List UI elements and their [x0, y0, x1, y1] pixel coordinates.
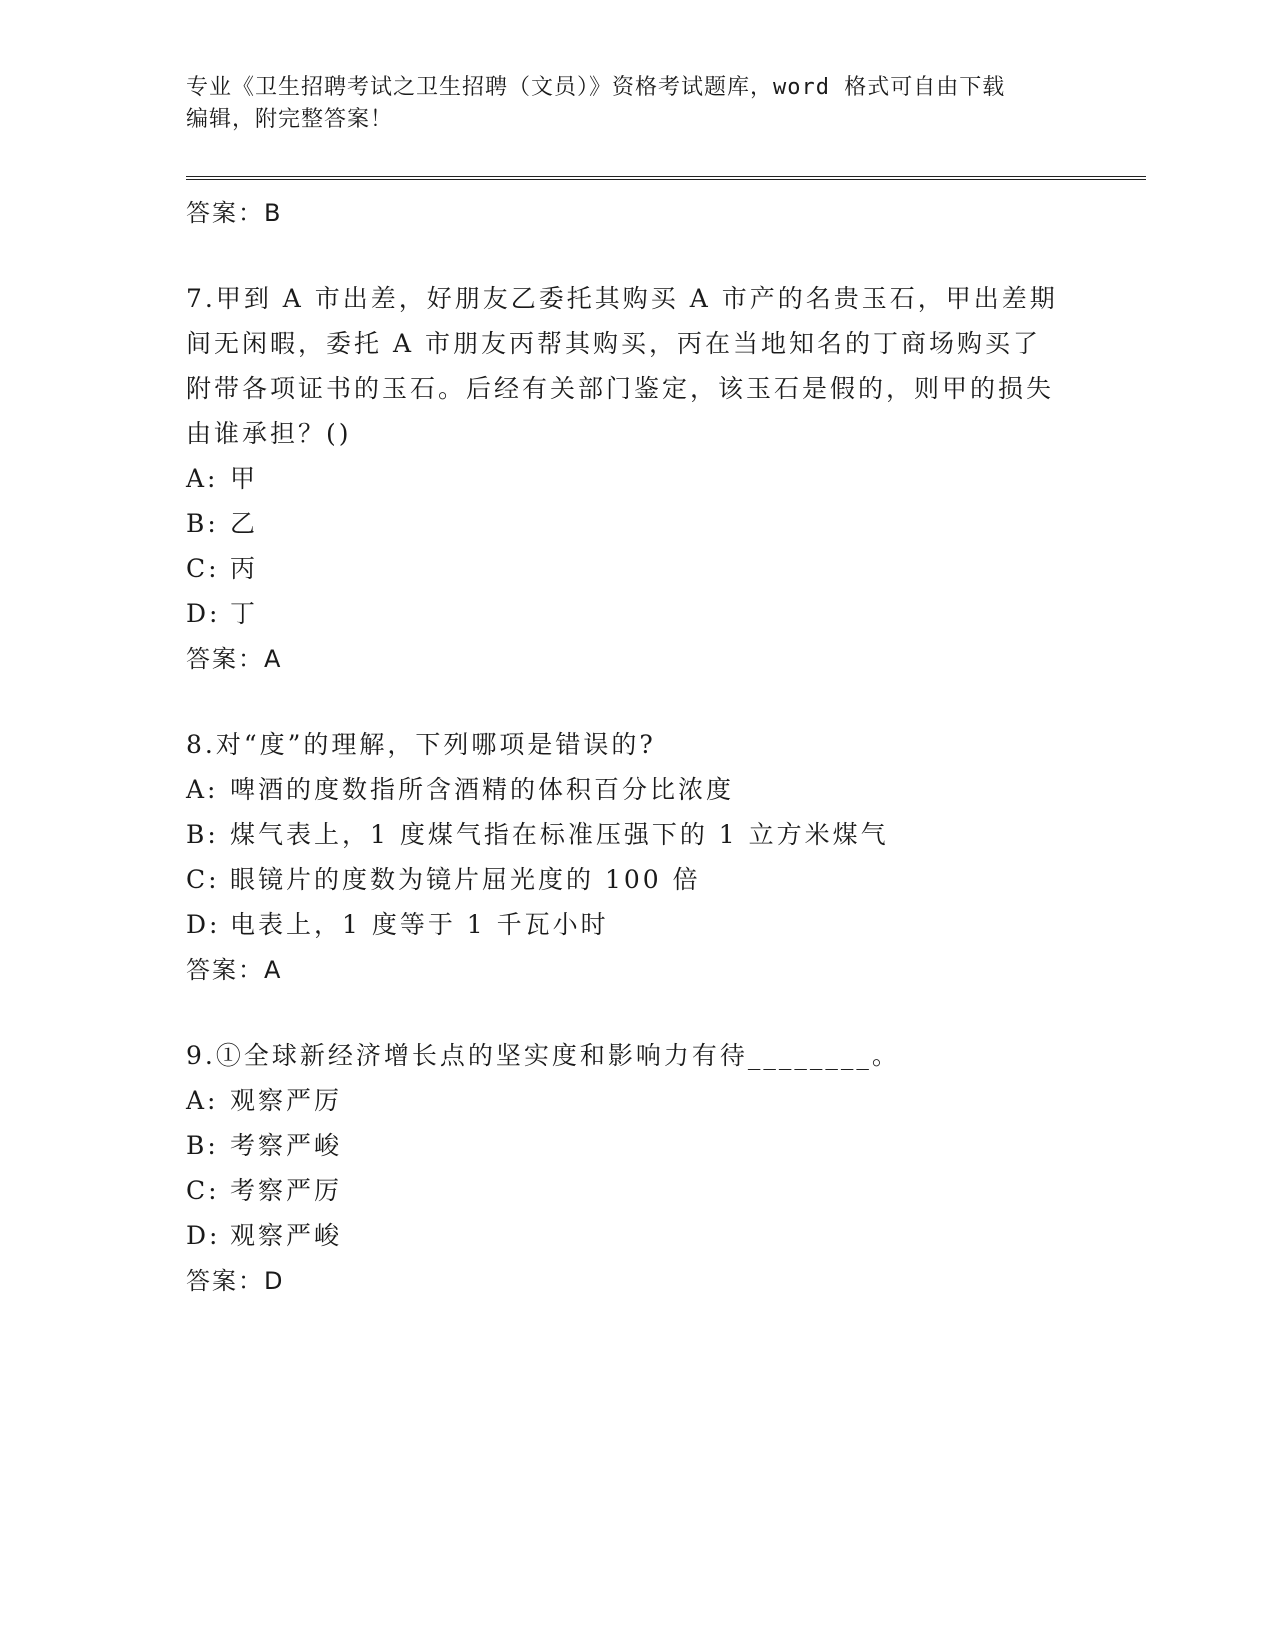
option-a: [186, 767, 1066, 812]
option-text: 丁: [230, 599, 259, 628]
option-key: B:: [186, 1131, 219, 1160]
question-stem: 9.①全球新经济增长点的坚实度和影响力有待________。: [186, 1041, 900, 1070]
option-text: 眼镜片的度数为镜片屈光度的 100 倍: [230, 865, 701, 894]
question-7: [186, 276, 1066, 682]
option-key: D:: [186, 1221, 221, 1250]
option-b: [186, 812, 1066, 857]
header-divider: [186, 176, 1146, 180]
option-text: 观察严厉: [230, 1086, 343, 1115]
option-key: A:: [186, 464, 219, 493]
header-line-2: 编辑，附完整答案！: [186, 107, 394, 132]
question-stem: 8.对“度”的理解，下列哪项是错误的?: [186, 730, 656, 759]
answer-line: 答案：A: [186, 645, 283, 673]
option-c: [186, 1168, 1066, 1213]
option-d: [186, 902, 1066, 947]
option-text: 考察严峻: [230, 1131, 343, 1160]
option-text: 考察严厉: [230, 1176, 343, 1205]
question-9: [186, 1033, 1066, 1304]
option-text: 观察严峻: [230, 1221, 343, 1250]
option-text: 甲: [230, 464, 259, 493]
option-key: C:: [186, 1176, 220, 1205]
option-a: [186, 456, 1066, 501]
option-key: D:: [186, 599, 221, 628]
header-line-1: 专业《卫生招聘考试之卫生招聘（文员）》资格考试题库，word 格式可自由下载: [186, 75, 1006, 100]
option-key: A:: [186, 1086, 219, 1115]
option-text: 乙: [230, 509, 259, 538]
option-d: [186, 1213, 1066, 1258]
option-a: [186, 1078, 1066, 1123]
answer-line: 答案：A: [186, 956, 283, 984]
option-key: C:: [186, 554, 220, 583]
answer-line: 答案：B: [186, 199, 283, 227]
option-text: 丙: [230, 554, 259, 583]
option-c: [186, 546, 1066, 591]
option-d: [186, 591, 1066, 636]
option-key: B:: [186, 820, 219, 849]
option-b: [186, 1123, 1066, 1168]
option-key: D:: [186, 910, 221, 939]
question-8: [186, 722, 1066, 993]
option-key: A:: [186, 775, 219, 804]
option-text: 啤酒的度数指所含酒精的体积百分比浓度: [230, 775, 735, 804]
answer-line: 答案：D: [186, 1267, 285, 1295]
option-c: [186, 857, 1066, 902]
option-text: 电表上，1 度等于 1 千瓦小时: [230, 910, 609, 939]
option-key: B:: [186, 509, 219, 538]
option-key: C:: [186, 865, 220, 894]
document-body: [186, 190, 1066, 1304]
page-header: [186, 72, 1066, 136]
option-text: 煤气表上，1 度煤气指在标准压强下的 1 立方米煤气: [230, 820, 889, 849]
question-stem: 7.甲到 A 市出差，好朋友乙委托其购买 A 市产的名贵玉石，甲出差期间无闲暇，委托 A 市朋友丙帮其购买，丙在当地知名的丁商场购买了附带各项证书的玉石。后经有关部门鉴定，该玉石是假的，则甲的损失由谁承担？(): [186, 284, 1058, 448]
option-b: [186, 501, 1066, 546]
